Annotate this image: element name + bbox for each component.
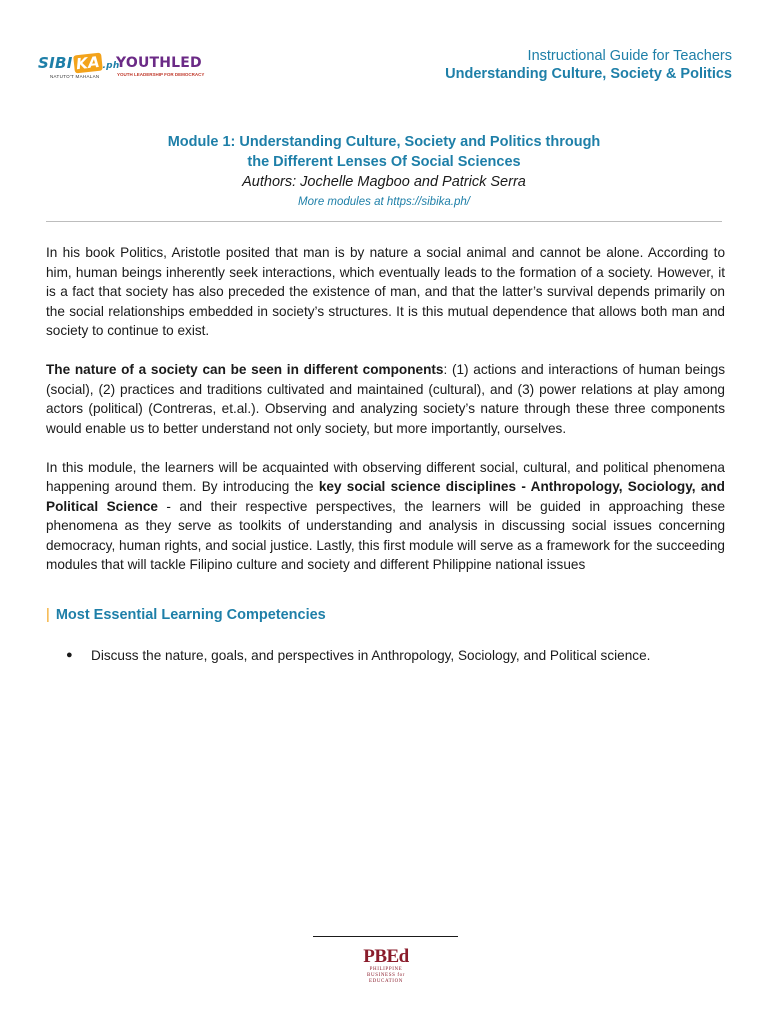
pbed-logo (346, 947, 426, 985)
sibika-tagline: NATUTO'T MAHALAN (50, 74, 100, 79)
module-title-line1: Module 1: Understanding Culture, Society and Politics through (167, 134, 601, 150)
pbed-subtitle-line1: PHILIPPINE (369, 967, 403, 972)
intro-paragraph-2 (46, 360, 725, 438)
intro-paragraph-1: In his book Politics, Aristotle posited that man is by nature a social animal and cannot be alone. According to him, human beings inherently seek interactions, which eventually leads to the formation of a society. However, it is a fact that society has also preceded the existence of man, and that the latter’s survival depends primarily on the social relationships embedded in society’s structures. It is this mutual dependence that allows both man and society to continue to exist. (46, 245, 725, 338)
footer-divider (313, 936, 458, 937)
paragraph-3-emphasis: key social science disciplines - Anthropology, Sociology, and Political Science (46, 479, 725, 514)
paragraph-2-emphasis: The nature of a society can be seen in different components (46, 362, 444, 377)
sibika-prefix: SIBI (38, 54, 73, 72)
title-divider (46, 221, 722, 222)
page-header (38, 46, 732, 90)
competencies-heading-text: Most Essential Learning Competencies (55, 607, 326, 623)
header-titles (445, 47, 732, 83)
sibika-suffix: .ph (102, 61, 120, 71)
module-introduction (46, 243, 725, 594)
paragraph-3-start: In this module, the learners will be acquainted with observing different social, cultural, and political phenomena happening around them. By introducing the (46, 459, 725, 494)
course-title: Understanding Culture, Society & Politics (445, 66, 732, 82)
pbed-subtitle-line2: BUSINESS for (367, 973, 405, 978)
competency-text: Discuss the nature, goals, and perspectives in Anthropology, Sociology, and Political science. (91, 648, 651, 663)
paragraph-2-text: : (1) actions and interactions of human beings (social), (2) practices and traditions cultivated and maintained (cultural), and (3) power relations at play among actors (political) (Contreras, et.al.). Observing and analyzing society’s nature through these three components would enable us to better understand not only society, but more importantly, ourselves. (46, 362, 725, 436)
intro-paragraph-3 (46, 458, 725, 575)
heading-accent-bar: | (46, 607, 50, 623)
module-authors: Authors: Jochelle Magboo and Patrick Serra (242, 174, 526, 190)
youthled-wordmark: YOUTHLED (116, 55, 202, 71)
sibika-highlight: KA (74, 52, 101, 74)
youthled-logo (116, 50, 216, 86)
competency-list (66, 646, 726, 666)
pbed-subtitle-line3: EDUCATION (368, 979, 403, 984)
bullet-icon: ● (66, 649, 73, 661)
guide-label: Instructional Guide for Teachers (527, 48, 732, 64)
partner-logos (38, 50, 216, 86)
module-title-block (0, 132, 768, 212)
sibika-logo (38, 50, 120, 86)
youthled-tagline: YOUTH LEADERSHIP FOR DEMOCRACY (117, 72, 205, 77)
list-item (66, 646, 726, 666)
more-modules-link[interactable]: More modules at https://sibika.ph/ (298, 196, 470, 208)
module-title-line2: the Different Lenses Of Social Sciences (247, 154, 521, 170)
sibika-wordmark (38, 54, 120, 72)
pbed-wordmark: PBEd (363, 946, 409, 967)
paragraph-3-end: - and their respective perspectives, the learners will be guided in approaching these phenomena as they serve as toolkits of understanding and analysis in discussing social issues concerning democracy, human rights, and social justice. Lastly, this first module will serve as a framework for the succeeding modules that will tackle Filipino culture and society and different Philippine national issues (46, 498, 725, 572)
competencies-heading (46, 607, 326, 623)
